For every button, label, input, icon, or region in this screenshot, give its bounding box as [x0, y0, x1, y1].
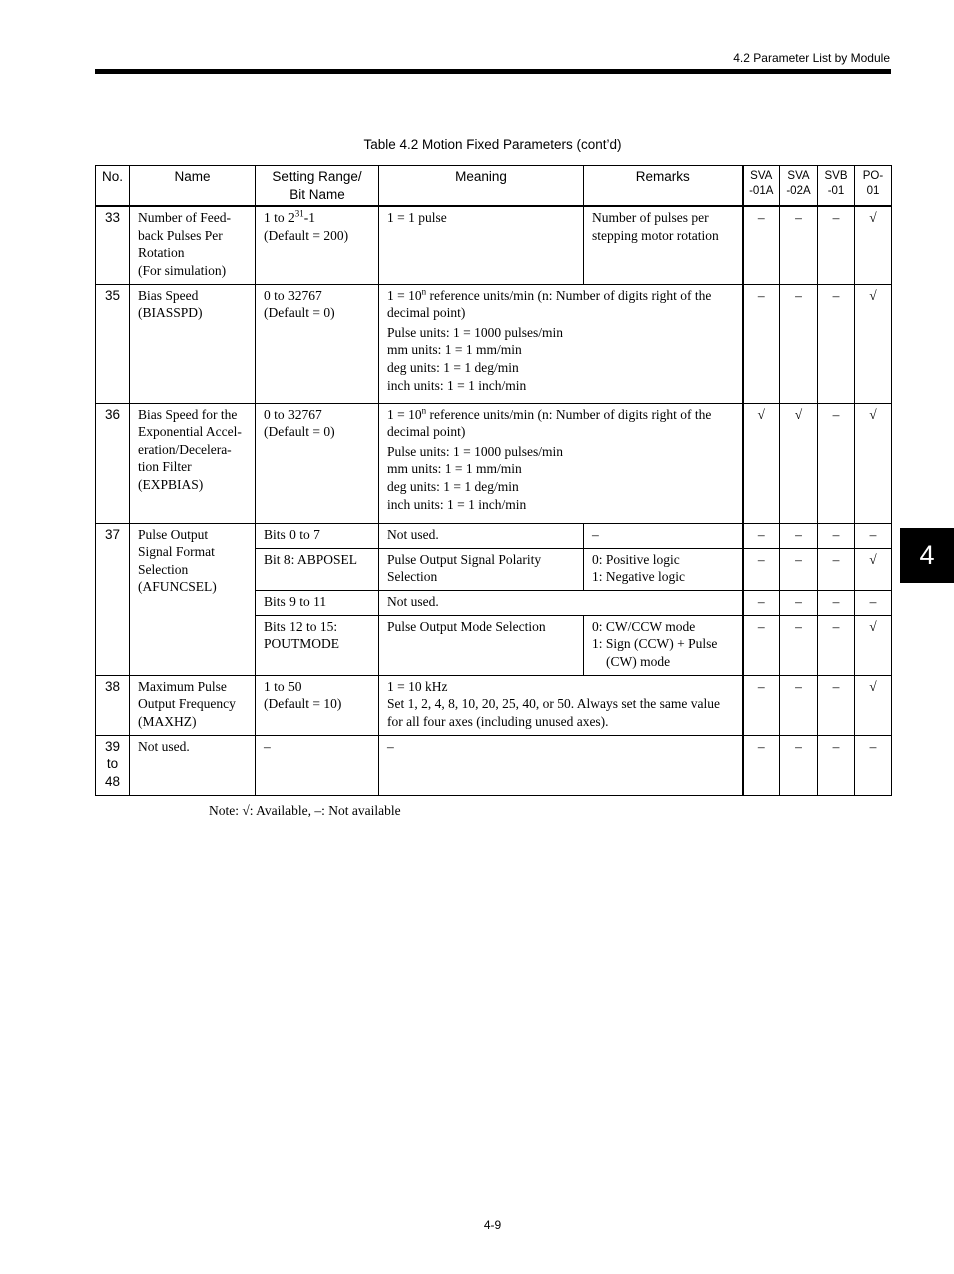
meaning-text: reference units/min (n: Number of digits right of the decimal point): [387, 406, 712, 440]
avail-po01: –: [855, 590, 892, 615]
remarks-line: stepping motor rotation: [592, 227, 719, 243]
meaning-line: Pulse units: 1 = 1000 pulses/min: [387, 324, 564, 340]
setting-line: 0 to 32767: [264, 287, 322, 303]
meaning-line: Pulse units: 1 = 1000 pulses/min: [387, 443, 564, 459]
name-line: back Pulses Per: [138, 227, 223, 243]
setting-line: 0 to 32767: [264, 406, 322, 422]
avail-po01: √: [855, 615, 892, 675]
avail-sva02a: –: [780, 735, 818, 795]
setting-line: (Default = 10): [264, 696, 342, 712]
setting-line: (Default = 0): [264, 305, 335, 321]
table-row: [96, 403, 892, 523]
table-row: [96, 284, 892, 403]
name-line: Number of Feed-: [138, 210, 231, 226]
name-line: (For simulation): [138, 262, 227, 278]
meaning: [379, 675, 743, 735]
parameter-table: [95, 165, 892, 796]
col-header-meaning: Meaning: [379, 166, 584, 207]
remarks-line: 1: Sign (CCW) + Pulse: [592, 636, 718, 652]
avail-sva02a: –: [780, 615, 818, 675]
remarks-line: 0: CW/CCW mode: [592, 618, 696, 634]
table-caption: Table 4.2 Motion Fixed Parameters (cont’d): [363, 137, 622, 152]
name-line: Exponential Accel-: [138, 424, 242, 440]
chapter-tab: 4: [900, 528, 954, 583]
avail-sva01a: –: [743, 523, 780, 548]
meaning-exponent: n: [421, 405, 427, 416]
param-no: [96, 735, 130, 795]
avail-sva01a: –: [743, 590, 780, 615]
bit-name: Bits 0 to 7: [256, 523, 379, 548]
setting-line: 1 to 50: [264, 678, 302, 694]
section-header: 4.2 Parameter List by Module: [733, 51, 890, 65]
meaning: Pulse Output Mode Selection: [379, 615, 584, 675]
col-header-po01: [855, 166, 892, 207]
name-line: (MAXHZ): [138, 713, 197, 729]
col-header-po01-l2: 01: [866, 185, 880, 197]
table-row: [96, 735, 892, 795]
remarks-line: 1: Negative logic: [592, 569, 685, 585]
avail-sva01a: –: [743, 735, 780, 795]
name-line: Bias Speed for the: [138, 406, 238, 422]
setting-range: [256, 675, 379, 735]
avail-svb01: –: [818, 206, 855, 284]
meaning-line: inch units: 1 = 1 inch/min: [387, 496, 527, 512]
remarks: –: [584, 523, 743, 548]
setting-range: –: [256, 735, 379, 795]
avail-svb01: –: [818, 403, 855, 523]
avail-po01: √: [855, 675, 892, 735]
param-name: [130, 284, 256, 403]
param-name: [130, 206, 256, 284]
avail-svb01: –: [818, 675, 855, 735]
avail-sva02a: –: [780, 675, 818, 735]
avail-svb01: –: [818, 735, 855, 795]
meaning: [379, 403, 743, 523]
name-line: (EXPBIAS): [138, 477, 204, 493]
meaning-line: 1 = 10 kHz: [387, 678, 448, 694]
col-header-sva01a: [743, 166, 780, 207]
setting-range: [256, 284, 379, 403]
param-name: Not used.: [130, 735, 256, 795]
avail-sva01a: –: [743, 675, 780, 735]
bit-name: Bits 9 to 11: [256, 590, 379, 615]
meaning-line: Selection: [387, 569, 438, 585]
remarks-line: Number of pulses per: [592, 210, 709, 226]
param-no: 35: [96, 284, 130, 403]
name-line: Maximum Pulse: [138, 678, 227, 694]
meaning-text: reference units/min (n: Number of digits right of the decimal point): [387, 287, 712, 321]
meaning-line: Pulse Output Signal Polarity: [387, 551, 542, 567]
avail-sva01a: –: [743, 548, 780, 590]
name-line: (BIASSPD): [138, 305, 203, 321]
avail-svb01: –: [818, 548, 855, 590]
meaning-line: deg units: 1 = 1 deg/min: [387, 360, 519, 376]
bit-name: Bit 8: ABPOSEL: [256, 548, 379, 590]
col-header-sva01a-l1: SVA: [750, 170, 773, 182]
name-line: Selection: [138, 561, 189, 577]
remarks-line: 0: Positive logic: [592, 551, 680, 567]
table-row: [96, 675, 892, 735]
col-header-svb01: [818, 166, 855, 207]
avail-sva02a: –: [780, 548, 818, 590]
meaning: [379, 548, 584, 590]
name-line: Signal Format: [138, 544, 215, 560]
meaning-formula: [387, 287, 734, 322]
param-no: 33: [96, 206, 130, 284]
col-header-sva02a-l1: SVA: [787, 170, 810, 182]
bit-name-line: POUTMODE: [264, 636, 340, 652]
col-header-no: No.: [96, 166, 130, 207]
col-header-svb01-l2: -01: [827, 185, 845, 197]
meaning: –: [379, 735, 743, 795]
param-name: [130, 675, 256, 735]
avail-sva01a: –: [743, 284, 780, 403]
col-header-svb01-l1: SVB: [824, 170, 848, 182]
param-no: 38: [96, 675, 130, 735]
table-row: [96, 206, 892, 284]
avail-sva01a: –: [743, 615, 780, 675]
meaning: Not used.: [379, 590, 743, 615]
meaning-line: inch units: 1 = 1 inch/min: [387, 377, 527, 393]
remarks: [584, 615, 743, 675]
col-header-sva01a-l2: -01A: [749, 185, 774, 197]
avail-po01: √: [855, 548, 892, 590]
param-no-line: to: [106, 756, 119, 772]
avail-sva02a: –: [780, 523, 818, 548]
remarks-line: (CW) mode: [606, 653, 671, 669]
col-header-setting: [256, 166, 379, 207]
meaning-base: 1 = 10: [387, 287, 422, 303]
setting-range: [256, 403, 379, 523]
setting-suffix: -1: [303, 210, 316, 226]
col-header-setting-line1: Setting Range/: [272, 169, 362, 184]
name-line: Output Frequency: [138, 696, 236, 712]
col-header-sva02a-l2: -02A: [786, 185, 811, 197]
setting-range-line: [264, 209, 370, 227]
meaning-line: Set 1, 2, 4, 8, 10, 20, 25, 40, or 50. Always set the same value for all four axes (including unused axes).: [387, 696, 720, 729]
param-no-line: 39: [104, 738, 121, 754]
avail-po01: –: [855, 523, 892, 548]
table-note: Note: √: Available, –: Not available: [209, 803, 401, 818]
avail-po01: √: [855, 284, 892, 403]
table-row: [96, 523, 892, 548]
name-line: eration/Decelera-: [138, 441, 232, 457]
param-no: 36: [96, 403, 130, 523]
setting-line: (Default = 0): [264, 424, 335, 440]
remarks: [584, 548, 743, 590]
avail-po01: √: [855, 206, 892, 284]
col-header-po01-l1: PO-: [862, 170, 884, 182]
avail-sva02a: –: [780, 284, 818, 403]
meaning: 1 = 1 pulse: [379, 206, 584, 284]
avail-svb01: –: [818, 615, 855, 675]
bit-name-line: Bits 12 to 15:: [264, 618, 338, 634]
header-row: [96, 166, 892, 207]
name-line: Pulse Output: [138, 526, 209, 542]
remarks: [584, 206, 743, 284]
param-no-line: 48: [104, 773, 121, 789]
col-header-setting-line2: Bit Name: [289, 186, 345, 202]
page-number: 4-9: [483, 1218, 502, 1232]
avail-svb01: –: [818, 284, 855, 403]
setting-default: (Default = 200): [264, 227, 349, 243]
meaning-line: mm units: 1 = 1 mm/min: [387, 461, 522, 477]
meaning: [379, 284, 743, 403]
meaning-line: deg units: 1 = 1 deg/min: [387, 479, 519, 495]
bit-name: [256, 615, 379, 675]
setting-base: 1 to 2: [264, 210, 295, 226]
avail-sva02a: –: [780, 590, 818, 615]
avail-svb01: –: [818, 523, 855, 548]
col-header-name: Name: [130, 166, 256, 207]
avail-svb01: –: [818, 590, 855, 615]
name-line: tion Filter: [138, 459, 192, 475]
avail-po01: –: [855, 735, 892, 795]
setting-exponent: 31: [294, 208, 304, 219]
avail-sva02a: √: [780, 403, 818, 523]
avail-sva01a: √: [743, 403, 780, 523]
meaning-base: 1 = 10: [387, 406, 422, 422]
name-line: Bias Speed: [138, 287, 199, 303]
meaning-formula: [387, 406, 734, 441]
avail-po01: √: [855, 403, 892, 523]
meaning-line: mm units: 1 = 1 mm/min: [387, 342, 522, 358]
setting-range: [256, 206, 379, 284]
param-no: 37: [96, 523, 130, 675]
name-line: (AFUNCSEL): [138, 579, 217, 595]
param-name: [130, 523, 256, 675]
col-header-sva02a: [780, 166, 818, 207]
meaning: Not used.: [379, 523, 584, 548]
header-rule: [95, 69, 891, 74]
name-line: Rotation: [138, 245, 185, 261]
col-header-remarks: Remarks: [584, 166, 743, 207]
meaning-exponent: n: [421, 286, 427, 297]
param-name: [130, 403, 256, 523]
avail-sva01a: –: [743, 206, 780, 284]
avail-sva02a: –: [780, 206, 818, 284]
